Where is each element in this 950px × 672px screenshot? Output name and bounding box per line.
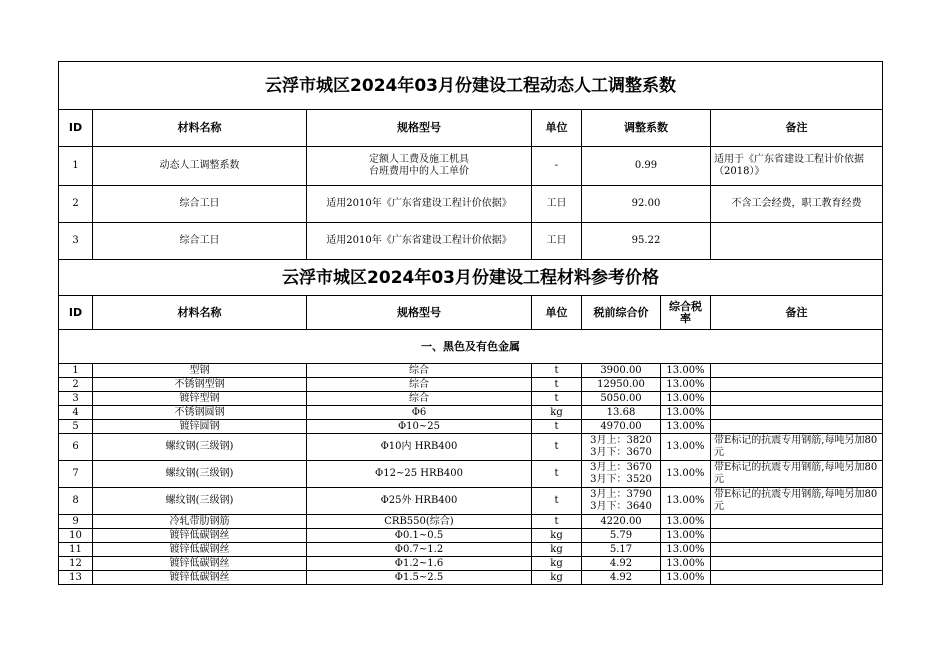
cell-price: 3月上：3670 3月下：3520 xyxy=(582,461,661,488)
section-row xyxy=(59,330,883,364)
cell-id: 9 xyxy=(59,515,93,529)
cell-id: 5 xyxy=(59,420,93,434)
cell-price: 13.68 xyxy=(582,406,661,420)
cell-tax: 13.00% xyxy=(661,364,711,378)
cell-note: 带E标记的抗震专用钢筋,每吨另加80元 xyxy=(711,461,883,488)
cell-spec: 适用2010年《广东省建设工程计价依据》 xyxy=(307,186,532,223)
cell-spec: 综合 xyxy=(307,364,532,378)
cell-price: 4220.00 xyxy=(582,515,661,529)
cell-spec xyxy=(307,147,532,186)
material-row xyxy=(59,461,883,488)
cell-unit: t xyxy=(532,488,582,515)
cell-note xyxy=(711,392,883,406)
cell-name: 综合工日 xyxy=(93,186,307,223)
cell-spec: Φ6 xyxy=(307,406,532,420)
cell-tax: 13.00% xyxy=(661,488,711,515)
material-title-row xyxy=(59,260,883,296)
cell-note: 带E标记的抗震专用钢筋,每吨另加80元 xyxy=(711,488,883,515)
header-spec: 规格型号 xyxy=(307,110,532,147)
cell-tax: 13.00% xyxy=(661,571,711,585)
cell-unit: kg xyxy=(532,406,582,420)
material-row xyxy=(59,571,883,585)
cell-note xyxy=(711,223,883,260)
cell-coefficient: 0.99 xyxy=(582,147,711,186)
cell-name: 镀锌型钢 xyxy=(93,392,307,406)
cell-spec: 适用2010年《广东省建设工程计价依据》 xyxy=(307,223,532,260)
cell-name: 镀锌低碳钢丝 xyxy=(93,543,307,557)
cell-price: 5.17 xyxy=(582,543,661,557)
cell-unit: kg xyxy=(532,529,582,543)
cell-spec: Φ1.5~2.5 xyxy=(307,571,532,585)
cell-tax: 13.00% xyxy=(661,406,711,420)
header-note: 备注 xyxy=(711,110,883,147)
material-row xyxy=(59,543,883,557)
cell-spec: Φ1.2~1.6 xyxy=(307,557,532,571)
spec-text: 定额人工费及施工机具 台班费用中的人工单价 xyxy=(369,154,469,177)
cell-id: 11 xyxy=(59,543,93,557)
header-spec: 规格型号 xyxy=(307,296,532,330)
cell-id: 10 xyxy=(59,529,93,543)
labor-row xyxy=(59,223,883,260)
cell-tax: 13.00% xyxy=(661,529,711,543)
cell-coefficient: 95.22 xyxy=(582,223,711,260)
cell-spec: Φ0.1~0.5 xyxy=(307,529,532,543)
cell-name: 镀锌低碳钢丝 xyxy=(93,557,307,571)
cell-id: 8 xyxy=(59,488,93,515)
cell-note xyxy=(711,364,883,378)
cell-name: 螺纹钢(三级钢) xyxy=(93,488,307,515)
cell-spec: Φ0.7~1.2 xyxy=(307,543,532,557)
cell-note xyxy=(711,515,883,529)
cell-name: 不锈钢圆钢 xyxy=(93,406,307,420)
cell-spec: 综合 xyxy=(307,392,532,406)
cell-unit: t xyxy=(532,515,582,529)
labor-title: 云浮市城区2024年03月份建设工程动态人工调整系数 xyxy=(59,62,883,110)
header-price: 税前综合价 xyxy=(582,296,661,330)
price-sheet xyxy=(58,61,883,585)
cell-tax: 13.00% xyxy=(661,434,711,461)
cell-id: 3 xyxy=(59,392,93,406)
cell-name: 动态人工调整系数 xyxy=(93,147,307,186)
cell-name: 不锈钢型钢 xyxy=(93,378,307,392)
material-row xyxy=(59,515,883,529)
cell-note xyxy=(711,557,883,571)
cell-name: 螺纹钢(三级钢) xyxy=(93,461,307,488)
sheet-body xyxy=(59,62,883,585)
labor-title-row xyxy=(59,62,883,110)
cell-unit: kg xyxy=(532,571,582,585)
header-coefficient: 调整系数 xyxy=(582,110,711,147)
cell-id: 1 xyxy=(59,364,93,378)
cell-spec: Φ10内 HRB400 xyxy=(307,434,532,461)
cell-tax: 13.00% xyxy=(661,420,711,434)
cell-spec: Φ25外 HRB400 xyxy=(307,488,532,515)
cell-tax: 13.00% xyxy=(661,515,711,529)
cell-note xyxy=(711,571,883,585)
cell-unit: t xyxy=(532,392,582,406)
material-row xyxy=(59,434,883,461)
cell-id: 3 xyxy=(59,223,93,260)
section-title: 一、黑色及有色金属 xyxy=(59,330,883,364)
cell-id: 1 xyxy=(59,147,93,186)
cell-tax: 13.00% xyxy=(661,378,711,392)
cell-name: 镀锌圆钢 xyxy=(93,420,307,434)
cell-id: 6 xyxy=(59,434,93,461)
labor-row xyxy=(59,186,883,223)
cell-tax: 13.00% xyxy=(661,392,711,406)
cell-unit: 工日 xyxy=(532,186,582,223)
cell-price: 4.92 xyxy=(582,557,661,571)
cell-name: 冷轧带肋钢筋 xyxy=(93,515,307,529)
header-note: 备注 xyxy=(711,296,883,330)
cell-note: 适用于《广东省建设工程计价依据（2018）》 xyxy=(711,147,883,186)
cell-unit: t xyxy=(532,378,582,392)
cell-price: 4.92 xyxy=(582,571,661,585)
cell-unit: t xyxy=(532,434,582,461)
cell-price: 12950.00 xyxy=(582,378,661,392)
cell-spec: Φ10~25 xyxy=(307,420,532,434)
cell-note xyxy=(711,529,883,543)
header-id: ID xyxy=(59,110,93,147)
header-name: 材料名称 xyxy=(93,110,307,147)
cell-spec: 综合 xyxy=(307,378,532,392)
cell-note xyxy=(711,420,883,434)
cell-id: 2 xyxy=(59,186,93,223)
material-row xyxy=(59,557,883,571)
cell-price: 3月上：3820 3月下：3670 xyxy=(582,434,661,461)
material-header-row xyxy=(59,296,883,330)
cell-name: 型钢 xyxy=(93,364,307,378)
cell-name: 镀锌低碳钢丝 xyxy=(93,529,307,543)
cell-id: 13 xyxy=(59,571,93,585)
cell-note xyxy=(711,406,883,420)
cell-unit: t xyxy=(532,420,582,434)
cell-tax: 13.00% xyxy=(661,543,711,557)
cell-note: 带E标记的抗震专用钢筋,每吨另加80元 xyxy=(711,434,883,461)
cell-id: 7 xyxy=(59,461,93,488)
cell-price: 3月上：3790 3月下：3640 xyxy=(582,488,661,515)
labor-row xyxy=(59,147,883,186)
cell-spec: Φ12~25 HRB400 xyxy=(307,461,532,488)
cell-unit: kg xyxy=(532,557,582,571)
header-id: ID xyxy=(59,296,93,330)
cell-name: 螺纹钢(三级钢) xyxy=(93,434,307,461)
material-row xyxy=(59,420,883,434)
labor-header-row xyxy=(59,110,883,147)
header-tax: 综合税率 xyxy=(661,296,711,330)
cell-name: 镀锌低碳钢丝 xyxy=(93,571,307,585)
cell-unit: 工日 xyxy=(532,223,582,260)
cell-unit: - xyxy=(532,147,582,186)
material-row xyxy=(59,406,883,420)
cell-unit: t xyxy=(532,461,582,488)
cell-unit: t xyxy=(532,364,582,378)
header-unit: 单位 xyxy=(532,296,582,330)
cell-name: 综合工日 xyxy=(93,223,307,260)
cell-price: 5050.00 xyxy=(582,392,661,406)
material-row xyxy=(59,364,883,378)
cell-price: 5.79 xyxy=(582,529,661,543)
cell-unit: kg xyxy=(532,543,582,557)
material-row xyxy=(59,378,883,392)
header-unit: 单位 xyxy=(532,110,582,147)
material-row xyxy=(59,392,883,406)
cell-id: 12 xyxy=(59,557,93,571)
cell-price: 3900.00 xyxy=(582,364,661,378)
cell-note xyxy=(711,378,883,392)
cell-id: 2 xyxy=(59,378,93,392)
cell-spec: CRB550(综合) xyxy=(307,515,532,529)
cell-note xyxy=(711,543,883,557)
material-row xyxy=(59,529,883,543)
cell-id: 4 xyxy=(59,406,93,420)
material-title: 云浮市城区2024年03月份建设工程材料参考价格 xyxy=(59,260,883,296)
cell-note: 不含工会经费，职工教育经费 xyxy=(711,186,883,223)
cell-price: 4970.00 xyxy=(582,420,661,434)
header-name: 材料名称 xyxy=(93,296,307,330)
cell-coefficient: 92.00 xyxy=(582,186,711,223)
cell-tax: 13.00% xyxy=(661,557,711,571)
material-row xyxy=(59,488,883,515)
cell-tax: 13.00% xyxy=(661,461,711,488)
